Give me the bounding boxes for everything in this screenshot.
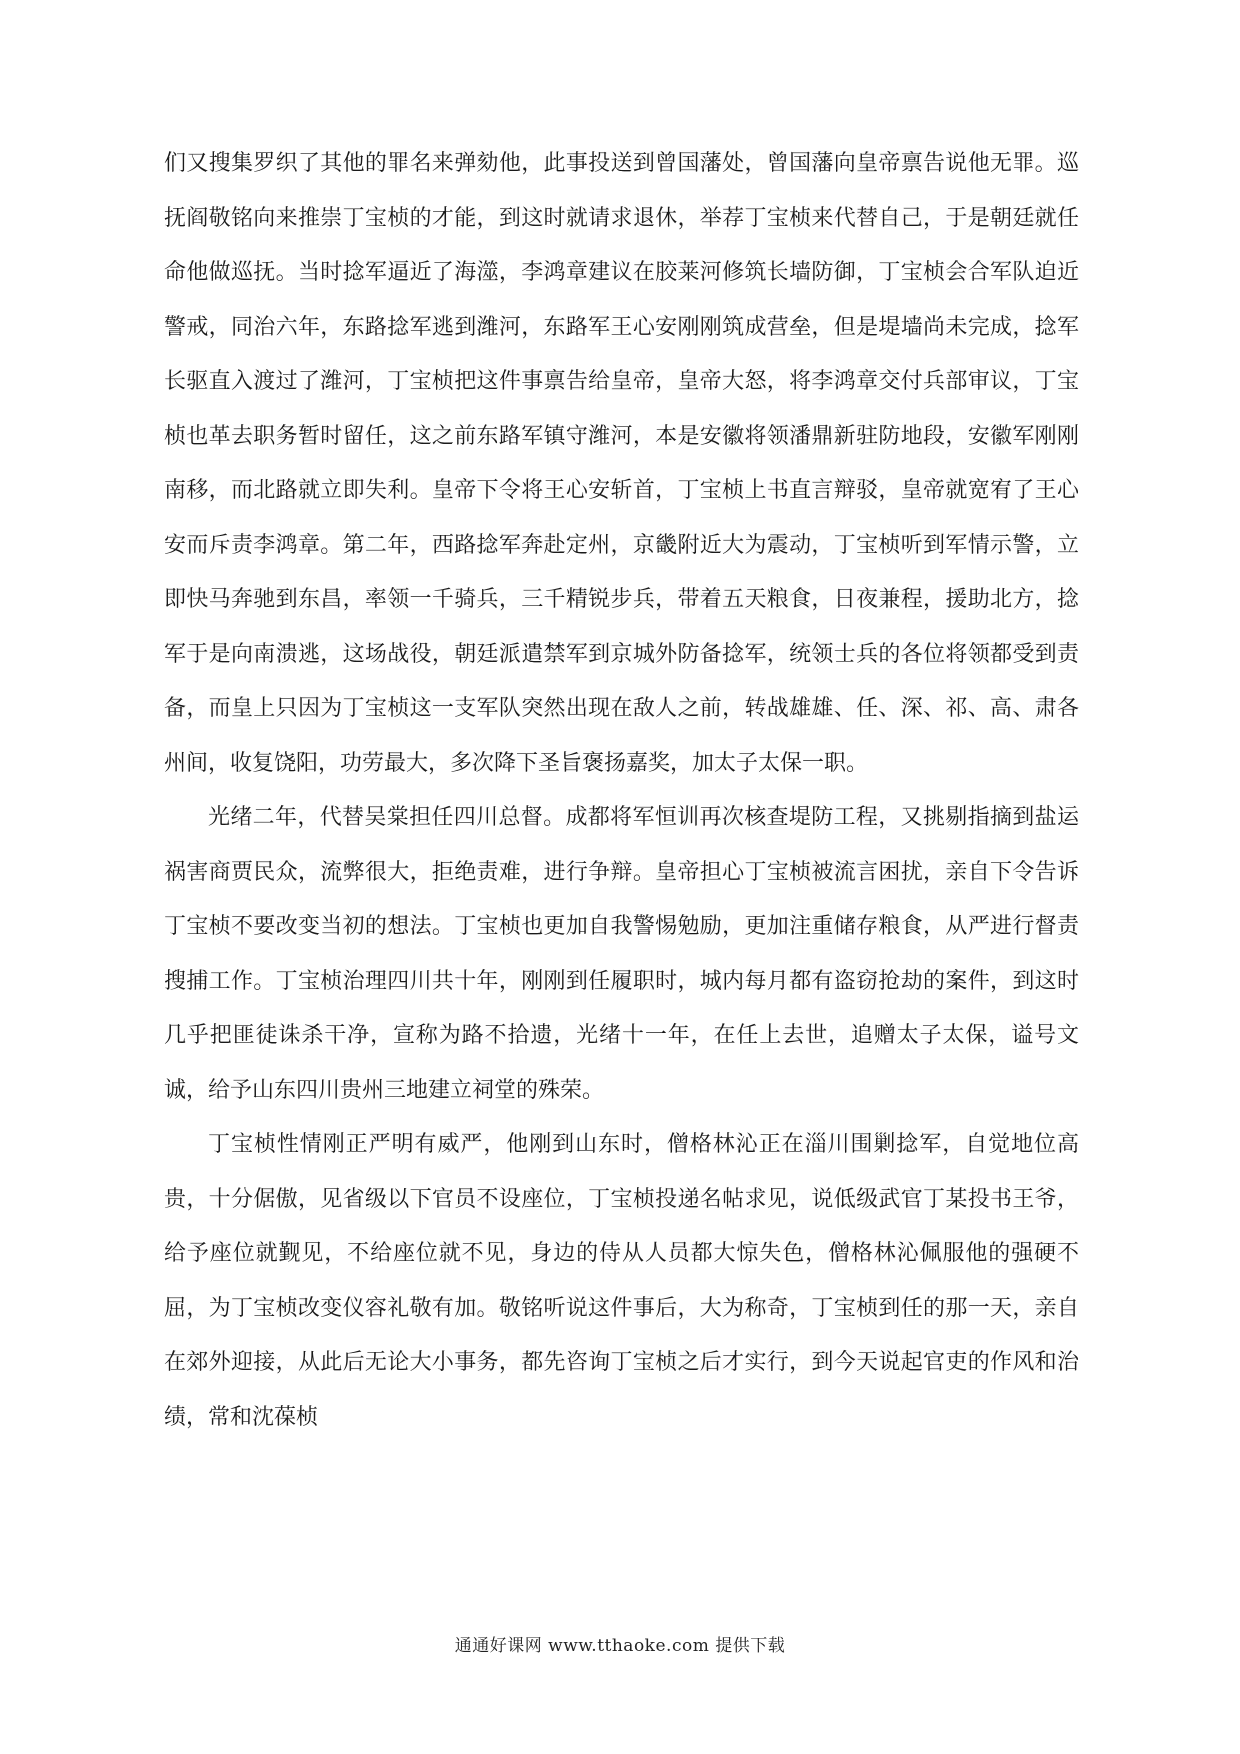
paragraph-2: 光绪二年，代替吴棠担任四川总督。成都将军恒训再次核查堤防工程，又挑剔指摘到盐运祸害商贾民众，流弊很大，拒绝责难，进行争辩。皇帝担心丁宝桢被流言困扰，亲自下令告诉丁宝桢不要改变当初的想法。丁宝桢也更加自我警惕勉励，更加注重储存粮食，从严进行督责搜捕工作。丁宝桢治理四川共十年，刚刚到任履职时，城内每月都有盗窃抢劫的案件，到这时几乎把匪徒诛杀干净，宣称为路不拾遗，光绪十一年，在任上去世，追赠太子太保，谥号文诚，给予山东四川贵州三地建立祠堂的殊荣。 (164, 805, 1079, 1103)
paragraph-1: 们又搜集罗织了其他的罪名来弹劾他，此事投送到曾国藩处，曾国藩向皇帝禀告说他无罪。巡抚阎敬铭向来推崇丁宝桢的才能，到这时就请求退休，举荐丁宝桢来代替自己，于是朝廷就任命他做巡抚。当时捻军逼近了海澨，李鸿章建议在胶莱河修筑长墙防御，丁宝桢会合军队迫近警戒，同治六年，东路捻军逃到潍河，东路军王心安刚刚筑成营垒，但是堤墙尚未完成，捻军长驱直入渡过了潍河，丁宝桢把这件事禀告给皇帝，皇帝大怒，将李鸿章交付兵部审议，丁宝桢也革去职务暂时留任，这之前东路军镇守潍河，本是安徽将领潘鼎新驻防地段，安徽军刚刚南移，而北路就立即失利。皇帝下令将王心安斩首，丁宝桢上书直言辩驳，皇帝就宽宥了王心安而斥责李鸿章。第二年，西路捻军奔赴定州，京畿附近大为震动，丁宝桢听到军情示警，立即快马奔驰到东昌，率领一千骑兵，三千精锐步兵，带着五天粮食，日夜兼程，援助北方，捻军于是向南溃逃，这场战役，朝廷派遣禁军到京城外防备捻军，统领士兵的各位将领都受到责备，而皇上只因为丁宝桢这一支军队突然出现在敌人之前，转战雄雄、任、深、祁、高、肃各州间，收复饶阳，功劳最大，多次降下圣旨褒扬嘉奖，加太子太保一职。 (164, 151, 1079, 776)
document-body (164, 137, 1079, 1445)
page-footer: 通通好课网 www.tthaoke.com 提供下载 (454, 1636, 786, 1656)
paragraph-3: 丁宝桢性情刚正严明有威严，他刚到山东时，僧格林沁正在淄川围剿捻军，自觉地位高贵，十分倨傲，见省级以下官员不设座位，丁宝桢投递名帖求见，说低级武官丁某投书王爷，给予座位就觐见，不给座位就不见，身边的侍从人员都大惊失色，僧格林沁佩服他的强硬不屈，为丁宝桢改变仪容礼敬有加。敬铭听说这件事后，大为称奇，丁宝桢到任的那一天，亲自在郊外迎接，从此后无论大小事务，都先咨询丁宝桢之后才实行，到今天说起官吏的作风和治绩，常和沈葆桢 (164, 1132, 1079, 1430)
